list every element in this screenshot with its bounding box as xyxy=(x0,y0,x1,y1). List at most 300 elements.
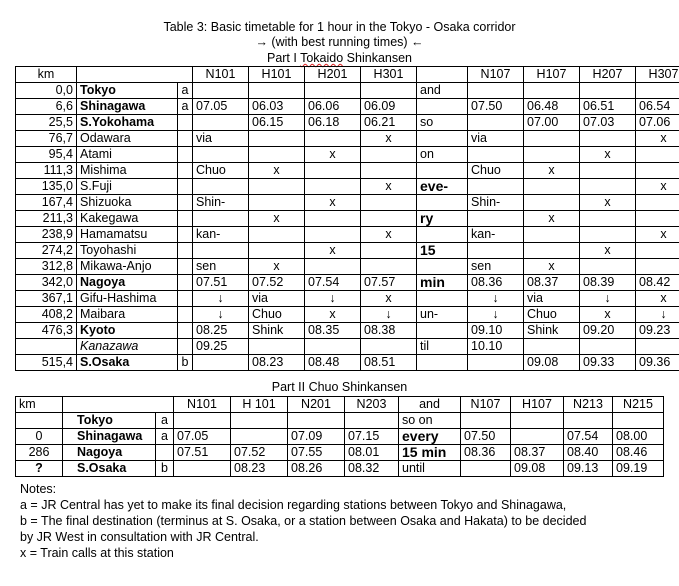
time-cell: 09.25 xyxy=(193,339,249,355)
frequency-cell xyxy=(417,355,468,371)
time-cell: 07.57 xyxy=(361,275,417,291)
time-cell xyxy=(174,413,231,429)
time-cell: Chuo xyxy=(468,163,524,179)
time-cell xyxy=(468,355,524,371)
footnote-cell xyxy=(178,259,193,275)
time-cell xyxy=(174,461,231,477)
km-cell: 111,3 xyxy=(16,163,77,179)
time-cell: x xyxy=(305,195,361,211)
time-cell: x xyxy=(361,291,417,307)
table-row xyxy=(16,355,679,371)
header-cell: N107 xyxy=(468,67,524,83)
time-cell xyxy=(636,243,679,259)
time-cell xyxy=(249,83,305,99)
time-cell: 07.05 xyxy=(193,99,249,115)
time-cell xyxy=(468,243,524,259)
header-cell xyxy=(77,67,193,83)
time-cell xyxy=(193,211,249,227)
time-cell xyxy=(249,147,305,163)
time-cell xyxy=(361,243,417,259)
time-cell: 06.51 xyxy=(580,99,636,115)
time-cell: x xyxy=(636,227,679,243)
table-row xyxy=(16,275,679,291)
footnote-cell xyxy=(178,339,193,355)
time-cell xyxy=(636,83,679,99)
notes-heading: Notes: xyxy=(20,482,57,496)
header-cell: N215 xyxy=(613,397,664,413)
time-cell xyxy=(305,83,361,99)
time-cell xyxy=(361,211,417,227)
time-cell: 08.46 xyxy=(613,445,664,461)
time-cell: sen xyxy=(193,259,249,275)
header-cell-km: km xyxy=(16,397,63,413)
time-cell: 08.25 xyxy=(193,323,249,339)
header-cell: and xyxy=(399,397,461,413)
station-cell: S.Osaka xyxy=(63,461,156,477)
footnote-cell: b xyxy=(156,461,174,477)
notes-section xyxy=(20,481,670,561)
km-cell: ? xyxy=(16,461,63,477)
time-cell: x xyxy=(580,195,636,211)
frequency-cell: til xyxy=(417,339,468,355)
station-cell: Shinagawa xyxy=(63,429,156,445)
table-subtitle: → (with best running times) ← xyxy=(255,35,424,49)
time-cell: x xyxy=(636,291,679,307)
time-cell xyxy=(231,413,288,429)
time-cell: 09.08 xyxy=(524,355,580,371)
note-line: x = Train calls at this station xyxy=(20,546,174,560)
time-cell xyxy=(193,243,249,259)
km-cell: 0 xyxy=(16,429,63,445)
frequency-cell: 15 xyxy=(417,243,468,259)
time-cell: ↓ xyxy=(468,291,524,307)
frequency-cell xyxy=(417,291,468,307)
time-cell: Shin- xyxy=(193,195,249,211)
time-cell xyxy=(193,179,249,195)
table-row xyxy=(16,227,679,243)
frequency-cell xyxy=(417,227,468,243)
time-cell: 07.54 xyxy=(305,275,361,291)
table-row xyxy=(16,445,664,461)
station-cell: Mishima xyxy=(77,163,178,179)
time-cell xyxy=(461,413,511,429)
header-cell: N201 xyxy=(288,397,345,413)
time-cell xyxy=(636,339,679,355)
station-cell: Nagoya xyxy=(63,445,156,461)
time-cell xyxy=(249,195,305,211)
time-cell xyxy=(288,413,345,429)
time-cell: 07.50 xyxy=(468,99,524,115)
table-title: Table 3: Basic timetable for 1 hour in the Tokyo - Osaka corridor xyxy=(163,20,516,34)
footnote-cell: a xyxy=(178,83,193,99)
time-cell: Shink xyxy=(524,323,580,339)
time-cell: 08.00 xyxy=(613,429,664,445)
frequency-cell: so xyxy=(417,115,468,131)
km-cell: 211,3 xyxy=(16,211,77,227)
time-cell xyxy=(305,131,361,147)
time-cell xyxy=(524,195,580,211)
footnote-cell xyxy=(178,179,193,195)
station-cell: S.Yokohama xyxy=(77,115,178,131)
station-cell: Tokyo xyxy=(63,413,156,429)
header-row xyxy=(16,397,664,413)
time-cell: 06.21 xyxy=(361,115,417,131)
table-row xyxy=(16,259,679,275)
frequency-cell: 15 min xyxy=(399,445,461,461)
km-cell: 6,6 xyxy=(16,99,77,115)
time-cell: 06.03 xyxy=(249,99,305,115)
time-cell: 07.52 xyxy=(249,275,305,291)
time-cell: 07.55 xyxy=(288,445,345,461)
time-cell: x xyxy=(249,259,305,275)
station-cell: S.Osaka xyxy=(77,355,178,371)
time-cell xyxy=(361,195,417,211)
time-cell xyxy=(636,147,679,163)
time-cell xyxy=(193,355,249,371)
table-row xyxy=(16,131,679,147)
header-cell: N101 xyxy=(193,67,249,83)
time-cell: 09.19 xyxy=(613,461,664,477)
time-cell: via xyxy=(468,131,524,147)
time-cell: 08.36 xyxy=(461,445,511,461)
footnote-cell xyxy=(156,445,174,461)
time-cell: 09.10 xyxy=(468,323,524,339)
header-cell: N101 xyxy=(174,397,231,413)
time-cell xyxy=(524,243,580,259)
station-cell: Hamamatsu xyxy=(77,227,178,243)
time-cell: 07.51 xyxy=(193,275,249,291)
time-cell: 08.39 xyxy=(580,275,636,291)
km-cell: 0,0 xyxy=(16,83,77,99)
time-cell xyxy=(305,227,361,243)
footnote-cell xyxy=(178,243,193,259)
time-cell: x xyxy=(249,211,305,227)
time-cell xyxy=(524,83,580,99)
time-cell xyxy=(636,163,679,179)
time-cell xyxy=(524,227,580,243)
time-cell xyxy=(468,179,524,195)
time-cell xyxy=(361,339,417,355)
station-cell: Kanazawa xyxy=(77,339,178,355)
station-cell: Kyoto xyxy=(77,323,178,339)
time-cell xyxy=(468,115,524,131)
time-cell xyxy=(468,211,524,227)
station-cell: Shizuoka xyxy=(77,195,178,211)
time-cell xyxy=(193,147,249,163)
time-cell xyxy=(524,179,580,195)
time-cell: 09.36 xyxy=(636,355,679,371)
frequency-cell: min xyxy=(417,275,468,291)
time-cell: 07.05 xyxy=(174,429,231,445)
footnote-cell xyxy=(178,211,193,227)
km-cell xyxy=(16,413,63,429)
time-cell xyxy=(249,339,305,355)
time-cell: 08.32 xyxy=(345,461,399,477)
km-cell: 342,0 xyxy=(16,275,77,291)
time-cell xyxy=(524,339,580,355)
time-cell xyxy=(580,259,636,275)
time-cell xyxy=(361,147,417,163)
header-cell xyxy=(63,397,174,413)
time-cell: 08.01 xyxy=(345,445,399,461)
note-line: b = The final destination (terminus at S. Osaka, or a station between Osaka and Hakata) to be decided xyxy=(20,514,587,528)
km-cell: 167,4 xyxy=(16,195,77,211)
km-cell: 76,7 xyxy=(16,131,77,147)
time-cell xyxy=(193,83,249,99)
time-cell xyxy=(524,147,580,163)
table-row xyxy=(16,211,679,227)
time-cell: x xyxy=(305,307,361,323)
station-cell: Mikawa-Anjo xyxy=(77,259,178,275)
part2-timetable xyxy=(15,396,664,477)
time-cell: 09.08 xyxy=(511,461,564,477)
time-cell: sen xyxy=(468,259,524,275)
time-cell: 08.35 xyxy=(305,323,361,339)
km-cell: 515,4 xyxy=(16,355,77,371)
station-cell: Toyohashi xyxy=(77,243,178,259)
table-row xyxy=(16,461,664,477)
footnote-cell xyxy=(178,131,193,147)
time-cell: x xyxy=(580,307,636,323)
km-cell: 408,2 xyxy=(16,307,77,323)
time-cell: ↓ xyxy=(193,307,249,323)
time-cell xyxy=(305,179,361,195)
table-row xyxy=(16,243,679,259)
header-cell: N213 xyxy=(564,397,613,413)
time-cell xyxy=(305,339,361,355)
time-cell: 06.15 xyxy=(249,115,305,131)
header-cell-km: km xyxy=(16,67,77,83)
time-cell xyxy=(305,163,361,179)
frequency-cell xyxy=(417,323,468,339)
station-cell: Kakegawa xyxy=(77,211,178,227)
header-cell: H207 xyxy=(580,67,636,83)
table-row xyxy=(16,307,679,323)
time-cell: Shin- xyxy=(468,195,524,211)
frequency-cell: on xyxy=(417,147,468,163)
time-cell: via xyxy=(524,291,580,307)
time-cell: 07.03 xyxy=(580,115,636,131)
km-cell: 367,1 xyxy=(16,291,77,307)
footnote-cell: a xyxy=(156,429,174,445)
time-cell: kan- xyxy=(193,227,249,243)
footnote-cell xyxy=(178,195,193,211)
time-cell: kan- xyxy=(468,227,524,243)
part1-heading-prefix: Part I xyxy=(266,51,301,65)
km-cell: 476,3 xyxy=(16,323,77,339)
time-cell: 09.20 xyxy=(580,323,636,339)
header-cell: H301 xyxy=(361,67,417,83)
time-cell xyxy=(249,131,305,147)
time-cell: Chuo xyxy=(249,307,305,323)
time-cell: ↓ xyxy=(468,307,524,323)
time-cell: 07.51 xyxy=(174,445,231,461)
time-cell: 08.26 xyxy=(288,461,345,477)
frequency-cell: and xyxy=(417,83,468,99)
footnote-cell: a xyxy=(178,99,193,115)
time-cell xyxy=(231,429,288,445)
frequency-cell: un- xyxy=(417,307,468,323)
station-cell: Nagoya xyxy=(77,275,178,291)
km-cell: 95,4 xyxy=(16,147,77,163)
time-cell xyxy=(193,115,249,131)
time-cell: Chuo xyxy=(193,163,249,179)
part2-heading: Part II Chuo Shinkansen xyxy=(271,380,408,394)
time-cell: Shink xyxy=(249,323,305,339)
time-cell xyxy=(636,259,679,275)
time-cell: 08.23 xyxy=(231,461,288,477)
time-cell: 06.06 xyxy=(305,99,361,115)
frequency-cell: until xyxy=(399,461,461,477)
time-cell: 08.36 xyxy=(468,275,524,291)
header-cell: H107 xyxy=(524,67,580,83)
time-cell: 08.51 xyxy=(361,355,417,371)
time-cell xyxy=(468,147,524,163)
time-cell: 07.00 xyxy=(524,115,580,131)
time-cell: x xyxy=(524,211,580,227)
station-cell: Tokyo xyxy=(77,83,178,99)
table-row xyxy=(16,163,679,179)
part1-heading-suffix: Shinkansen xyxy=(343,51,413,65)
station-cell: Shinagawa xyxy=(77,99,178,115)
time-cell xyxy=(468,83,524,99)
header-cell: H107 xyxy=(511,397,564,413)
footnote-cell xyxy=(178,307,193,323)
part1-heading-word: Tokaido xyxy=(300,51,344,65)
header-row xyxy=(16,67,679,83)
frequency-cell xyxy=(417,195,468,211)
part1-heading xyxy=(0,51,679,66)
footnote-cell: b xyxy=(178,355,193,371)
time-cell xyxy=(511,413,564,429)
km-cell: 135,0 xyxy=(16,179,77,195)
time-cell: 09.23 xyxy=(636,323,679,339)
time-cell xyxy=(461,461,511,477)
time-cell: ↓ xyxy=(580,291,636,307)
km-cell: 286 xyxy=(16,445,63,461)
part1-timetable xyxy=(15,66,679,371)
time-cell: 06.18 xyxy=(305,115,361,131)
time-cell: x xyxy=(305,147,361,163)
time-cell: x xyxy=(636,131,679,147)
time-cell: 07.09 xyxy=(288,429,345,445)
station-cell: Odawara xyxy=(77,131,178,147)
time-cell: 06.09 xyxy=(361,99,417,115)
table-row xyxy=(16,99,679,115)
time-cell: 07.06 xyxy=(636,115,679,131)
time-cell: x xyxy=(636,179,679,195)
time-cell xyxy=(249,227,305,243)
time-cell: x xyxy=(249,163,305,179)
time-cell: x xyxy=(361,131,417,147)
time-cell xyxy=(636,211,679,227)
table-row xyxy=(16,291,679,307)
time-cell xyxy=(636,195,679,211)
time-cell: ↓ xyxy=(305,291,361,307)
km-cell: 274,2 xyxy=(16,243,77,259)
km-cell: 238,9 xyxy=(16,227,77,243)
station-cell: Atami xyxy=(77,147,178,163)
km-cell: 25,5 xyxy=(16,115,77,131)
time-cell: 07.50 xyxy=(461,429,511,445)
time-cell: 08.23 xyxy=(249,355,305,371)
frequency-cell xyxy=(417,131,468,147)
time-cell xyxy=(511,429,564,445)
note-line: a = JR Central has yet to make its final decision regarding stations between Tokyo and Shinagawa, xyxy=(20,498,567,512)
km-cell xyxy=(16,339,77,355)
station-cell: S.Fuji xyxy=(77,179,178,195)
footnote-cell xyxy=(178,291,193,307)
station-cell: Gifu-Hashima xyxy=(77,291,178,307)
time-cell xyxy=(305,259,361,275)
table-row xyxy=(16,323,679,339)
time-cell: 07.54 xyxy=(564,429,613,445)
header-cell: N107 xyxy=(461,397,511,413)
time-cell: 08.38 xyxy=(361,323,417,339)
table-row xyxy=(16,83,679,99)
time-cell xyxy=(580,163,636,179)
table-row xyxy=(16,413,664,429)
time-cell xyxy=(249,179,305,195)
footnote-cell xyxy=(178,147,193,163)
footnote-cell xyxy=(178,115,193,131)
frequency-cell: so on xyxy=(399,413,461,429)
time-cell: 07.15 xyxy=(345,429,399,445)
station-cell: Maibara xyxy=(77,307,178,323)
time-cell: 08.40 xyxy=(564,445,613,461)
time-cell: x xyxy=(580,243,636,259)
header-cell: N203 xyxy=(345,397,399,413)
time-cell: x xyxy=(305,243,361,259)
frequency-cell xyxy=(417,99,468,115)
time-cell: x xyxy=(580,147,636,163)
time-cell xyxy=(361,83,417,99)
time-cell xyxy=(564,413,613,429)
time-cell: 08.42 xyxy=(636,275,679,291)
table-row xyxy=(16,179,679,195)
time-cell: 08.37 xyxy=(524,275,580,291)
time-cell xyxy=(580,131,636,147)
time-cell xyxy=(524,131,580,147)
time-cell xyxy=(361,259,417,275)
header-cell: H 101 xyxy=(231,397,288,413)
time-cell xyxy=(580,227,636,243)
footnote-cell: a xyxy=(156,413,174,429)
frequency-cell xyxy=(417,163,468,179)
time-cell: 06.54 xyxy=(636,99,679,115)
footnote-cell xyxy=(178,227,193,243)
time-cell xyxy=(580,211,636,227)
time-cell: x xyxy=(361,227,417,243)
table-row xyxy=(16,429,664,445)
time-cell: 10.10 xyxy=(468,339,524,355)
footnote-cell xyxy=(178,323,193,339)
km-cell: 312,8 xyxy=(16,259,77,275)
time-cell: 06.48 xyxy=(524,99,580,115)
time-cell: via xyxy=(193,131,249,147)
time-cell: 09.33 xyxy=(580,355,636,371)
time-cell xyxy=(361,163,417,179)
table-row xyxy=(16,339,679,355)
time-cell xyxy=(580,83,636,99)
time-cell xyxy=(305,211,361,227)
footnote-cell xyxy=(178,163,193,179)
footnote-cell xyxy=(178,275,193,291)
time-cell xyxy=(580,339,636,355)
time-cell: x xyxy=(361,179,417,195)
frequency-cell: every xyxy=(399,429,461,445)
header-cell: H307 xyxy=(636,67,679,83)
